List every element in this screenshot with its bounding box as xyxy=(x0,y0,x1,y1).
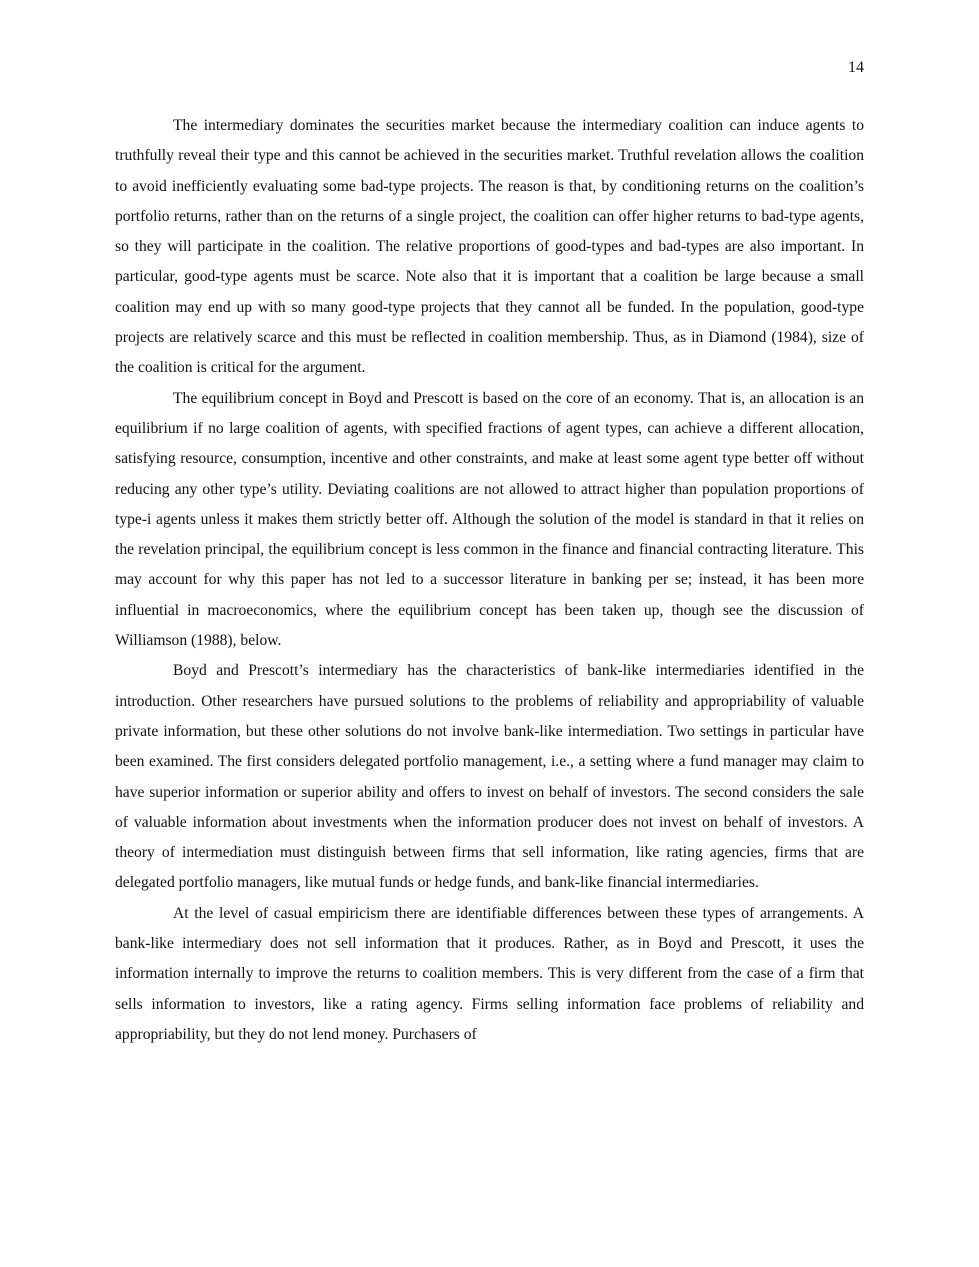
paragraph: The intermediary dominates the securities market because the intermediary coalition can induce agents to truthfully reveal their type and this cannot be achieved in the securities market. Truthful revelation allows the coalition to avoid inefficiently evaluating some bad-type projects. The reason is that, by conditioning returns on the coalition’s portfolio returns, rather than on the returns of a single project, the coalition can offer higher returns to bad-type agents, so they will participate in the coalition. The relative proportions of good-types and bad-types are also important. In particular, good-type agents must be scarce. Note also that it is important that a coalition be large because a small coalition may end up with so many good-type projects that they cannot all be funded. In the population, good-type projects are relatively scarce and this must be reflected in coalition membership. Thus, as in Diamond (1984), size of the coalition is critical for the argument. xyxy=(115,117,864,377)
paragraph: Boyd and Prescott’s intermediary has the characteristics of bank-like intermediaries identified in the introduction. Other researchers have pursued solutions to the problems of reliability and appropriability of valuable private information, but these other solutions do not involve bank-like intermediation. Two settings in particular have been examined. The first considers delegated portfolio management, i.e., a setting where a fund manager may claim to have superior information or superior ability and offers to invest on behalf of investors. The second considers the sale of valuable information about investments when the information producer does not invest on behalf of investors. A theory of intermediation must distinguish between firms that sell information, like rating agencies, firms that are delegated portfolio managers, like mutual funds or hedge funds, and bank-like financial intermediaries. xyxy=(115,662,864,892)
paragraph: At the level of casual empiricism there are identifiable differences between these types of arrangements. A bank-like intermediary does not sell information that it produces. Rather, as in Boyd and Prescott, it uses the information internally to improve the returns to coalition members. This is very different from the case of a firm that sells information to investors, like a rating agency. Firms selling information face problems of reliability and appropriability, but they do not lend money. Purchasers of xyxy=(115,904,864,1043)
page-number: 14 xyxy=(848,59,864,76)
paragraph: The equilibrium concept in Boyd and Prescott is based on the core of an economy. That is, an allocation is an equilibrium if no large coalition of agents, with specified fractions of agent types, can achieve a different allocation, satisfying resource, consumption, incentive and other constraints, and make at least some agent type better off without reducing any other type’s utility. Deviating coalitions are not allowed to attract higher than population proportions of type-i agents unless it makes them strictly better off. Although the solution of the model is standard in that it relies on the revelation principal, the equilibrium concept is less common in the finance and financial contracting literature. This may account for why this paper has not led to a successor literature in banking per se; instead, it has been more influential in macroeconomics, where the equilibrium concept has been taken up, though see the discussion of Williamson (1988), below. xyxy=(115,389,864,650)
body-text xyxy=(115,111,864,1050)
